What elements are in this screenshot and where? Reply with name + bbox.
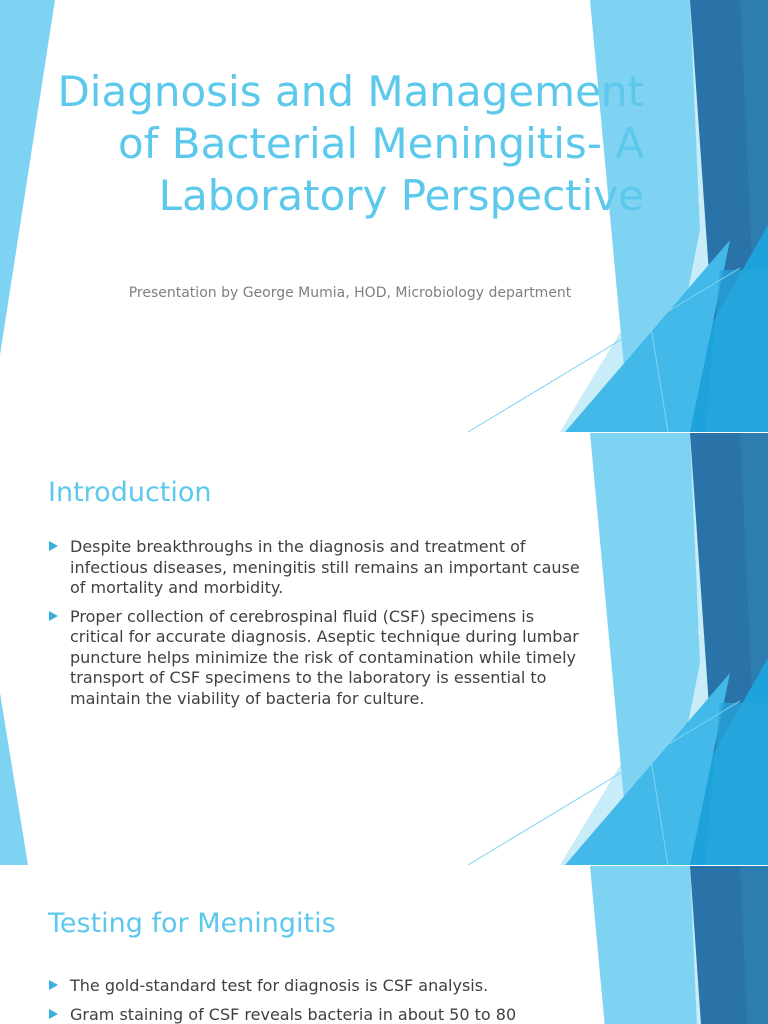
bullet-arrow-icon <box>49 980 58 990</box>
bullet-text: The gold-standard test for diagnosis is CSF analysis. <box>70 976 489 995</box>
bullet-text: Proper collection of cerebrospinal fluid (CSF) specimens is critical for accurate diagnosis. Aseptic technique during lumbar puncture helps minimize the risk of contamination while timely transport of CSF specimens to the laboratory is essential to maintain the viability of bacteria for culture. <box>70 606 579 708</box>
slide-1 <box>0 0 768 432</box>
list-item <box>48 537 588 599</box>
slide-subtitle: Presentation by George Mumia, HOD, Microbiology department <box>128 285 572 301</box>
bullet-arrow-icon <box>49 541 58 551</box>
list-item <box>48 607 588 710</box>
bullet-text: Gram staining of CSF reveals bacteria in about 50 to 80 <box>70 1004 517 1024</box>
slide-3 <box>0 866 768 1024</box>
bullet-arrow-icon <box>49 611 58 621</box>
slide-heading: Testing for Meningitis <box>48 908 336 939</box>
list-item <box>48 1005 588 1024</box>
slide-heading: Introduction <box>48 477 212 508</box>
list-item <box>48 976 588 997</box>
bullet-list <box>48 976 588 1024</box>
bullet-text: Despite breakthroughs in the diagnosis and treatment of infectious diseases, meningitis still remains an important cause of mortality and morbidity. <box>70 537 580 597</box>
slide-title: Diagnosis and Management of Bacterial Meningitis- A Laboratory Perspective <box>57 67 644 220</box>
slide-2 <box>0 433 768 865</box>
bullet-list <box>48 537 588 717</box>
bullet-arrow-icon <box>49 1009 58 1019</box>
